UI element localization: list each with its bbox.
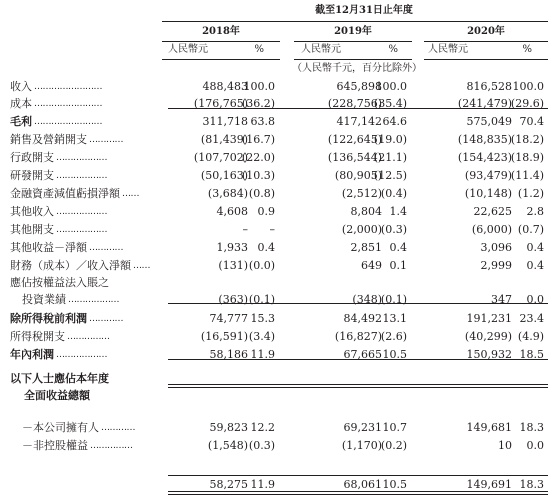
rmb-value: 2,999	[480, 259, 512, 272]
double-rule-after-profit	[168, 384, 548, 388]
rmb-value: (107,702)	[193, 151, 248, 164]
pct-value: (1.2)	[517, 187, 544, 200]
pct-value: 1.4	[389, 205, 407, 218]
pct-value: (12.5)	[373, 169, 407, 182]
rmb-value: 1,933	[216, 241, 248, 254]
rmb-value: 645,898	[336, 80, 382, 93]
year-2019: 2019年	[334, 26, 372, 37]
dot-leader: ………………	[68, 295, 119, 305]
pct-value: (0.7)	[517, 223, 544, 236]
rmb-value: 8,804	[350, 205, 382, 218]
subhead-rule-2019	[294, 59, 412, 60]
rmb-value: 816,528	[466, 80, 512, 93]
pct-value: (3.4)	[248, 330, 275, 343]
rule-before-pretax	[168, 303, 548, 304]
rmb-value: (80,905)	[334, 169, 382, 182]
pct-value: –	[269, 223, 275, 236]
rmb-value: 59,823	[209, 421, 248, 434]
pct-value: 18.3	[519, 421, 544, 434]
rmb-value: 488,483	[202, 80, 248, 93]
rmb-value: 3,096	[480, 241, 512, 254]
row-label: 毛利	[10, 115, 32, 128]
rmb-value: 4,608	[216, 205, 248, 218]
row-label: 其他開支	[10, 223, 54, 236]
rule-before-profit	[168, 359, 548, 360]
pct-value: 15.3	[250, 312, 275, 325]
row-label: 其他收入	[10, 205, 54, 218]
rmb-value: (131)	[218, 259, 248, 272]
rule-before-total	[168, 475, 548, 476]
rmb-value: (348)	[352, 293, 382, 306]
pct-value: (0.8)	[248, 187, 275, 200]
pct-value: (0.2)	[380, 439, 407, 452]
row-label: 投資業績	[22, 293, 66, 306]
dot-leader: ……………	[67, 332, 110, 342]
pct-value: (19.0)	[373, 133, 407, 146]
pct-value: 18.3	[519, 478, 544, 491]
subhead-rule-2018	[162, 59, 280, 60]
year-2018: 2018年	[202, 26, 240, 37]
pct-value: (0.4)	[380, 187, 407, 200]
double-rule-after-total	[168, 491, 548, 495]
dot-leader: ……	[122, 189, 139, 199]
pct-value: 0.4	[389, 241, 407, 254]
rmb-value: (241,479)	[457, 97, 512, 110]
row-label: 其他收益－淨額	[10, 241, 87, 254]
rmb-value: 150,932	[466, 348, 512, 361]
pct-value: 2.8	[526, 205, 544, 218]
rmb-value: 417,142	[336, 115, 382, 128]
dot-leader: …………	[89, 314, 123, 324]
pct-value: 70.4	[519, 115, 544, 128]
rmb-value: (93,479)	[464, 169, 512, 182]
rmb-value: (50,163)	[200, 169, 248, 182]
units-note: （人民幣千元，百分比除外）	[292, 63, 422, 74]
row-label: 成本	[10, 97, 32, 110]
dot-leader: …………	[89, 243, 123, 253]
row-label: 除所得稅前利潤	[10, 312, 87, 325]
pct-value: 0.4	[526, 241, 544, 254]
rmb-value: (148,835)	[457, 133, 512, 146]
dot-leader: ………………	[56, 171, 107, 181]
rmb-value: 84,492	[343, 312, 382, 325]
rule-after-cost	[168, 108, 548, 109]
pct-value: (10.3)	[241, 169, 275, 182]
dot-leader: ……………………	[34, 82, 102, 92]
rmb-value: (2,512)	[341, 187, 382, 200]
rmb-value: 67,665	[343, 348, 382, 361]
rmb-value: 347	[491, 293, 512, 306]
pct-value: 100.0	[512, 80, 544, 93]
header-rule	[162, 21, 548, 22]
rmb-value: 74,777	[209, 312, 248, 325]
pct-value: (22.0)	[241, 151, 275, 164]
rmb-value: 22,625	[473, 205, 512, 218]
col-pct-2019: %	[388, 44, 398, 55]
rmb-value: 149,691	[466, 478, 512, 491]
rmb-value: 69,231	[343, 421, 382, 434]
rmb-value: (122,645)	[327, 133, 382, 146]
col-rmb-2020: 人民幣元	[428, 44, 468, 55]
rmb-value: 2,851	[350, 241, 382, 254]
rmb-value: 311,718	[202, 115, 248, 128]
col-pct-2020: %	[522, 44, 532, 55]
dot-leader: ……………………	[34, 117, 102, 127]
pct-value: 23.4	[519, 312, 544, 325]
row-label: 應佔按權益法入賬之	[10, 276, 109, 289]
row-label: －本公司擁有人	[22, 421, 99, 434]
row-label: 行政開支	[10, 151, 54, 164]
rmb-value: 68,061	[343, 478, 382, 491]
pct-value: (0.1)	[380, 293, 407, 306]
pct-value: 0.4	[257, 241, 275, 254]
pct-value: (0.1)	[248, 293, 275, 306]
year-rule-2019	[294, 41, 412, 42]
rmb-value: –	[242, 223, 248, 236]
year-rule-2020	[424, 41, 548, 42]
row-label: 所得稅開支	[10, 330, 65, 343]
row-label: 研發開支	[10, 169, 54, 182]
rmb-value: (1,548)	[207, 439, 248, 452]
row-label: 年內利潤	[10, 348, 54, 361]
pct-value: (0.3)	[380, 223, 407, 236]
dot-leader: ……………………	[34, 99, 102, 109]
rmb-value: (40,299)	[464, 330, 512, 343]
pct-value: 0.0	[526, 293, 544, 306]
rmb-value: 649	[361, 259, 382, 272]
year-2020: 2020年	[467, 26, 505, 37]
pct-value: (36.2)	[241, 97, 275, 110]
pct-value: 0.4	[526, 259, 544, 272]
rmb-value: (2,000)	[341, 223, 382, 236]
rmb-value: (154,423)	[457, 151, 512, 164]
pct-value: 18.5	[519, 348, 544, 361]
rmb-value: 575,049	[466, 115, 512, 128]
col-rmb-2019: 人民幣元	[301, 44, 341, 55]
col-rmb-2018: 人民幣元	[168, 44, 208, 55]
rmb-value: 10	[498, 439, 512, 452]
pct-value: 13.1	[382, 312, 407, 325]
dot-leader: ……	[133, 261, 150, 271]
pct-value: 11.9	[250, 478, 275, 491]
pct-value: (35.4)	[373, 97, 407, 110]
pct-value: (4.9)	[517, 330, 544, 343]
pct-value: 0.0	[526, 439, 544, 452]
pct-value: 64.6	[382, 115, 407, 128]
period-header: 截至12月31日止年度	[315, 5, 413, 16]
row-label: 金融資產減值虧損淨額	[10, 187, 120, 200]
row-label: 收入	[10, 80, 32, 93]
pct-value: (18.9)	[510, 151, 544, 164]
pct-value: (21.1)	[373, 151, 407, 164]
pct-value: 12.2	[250, 421, 275, 434]
subhead-rule-2020	[424, 59, 548, 60]
rmb-value: (3,684)	[207, 187, 248, 200]
rmb-value: (6,000)	[471, 223, 512, 236]
dot-leader: ………………	[56, 207, 107, 217]
pct-value: 100.0	[243, 80, 275, 93]
rmb-value: (228,756)	[327, 97, 382, 110]
dot-leader: ………………	[56, 350, 107, 360]
dot-leader: …………	[89, 135, 123, 145]
pct-value: 10.5	[382, 478, 407, 491]
pct-value: (0.3)	[248, 439, 275, 452]
pct-value: 10.5	[382, 348, 407, 361]
rmb-value: 58,275	[209, 478, 248, 491]
rmb-value: 58,186	[209, 348, 248, 361]
pct-value: 100.0	[375, 80, 407, 93]
rmb-value: 191,231	[466, 312, 512, 325]
pct-value: (0.0)	[248, 259, 275, 272]
rmb-value: (16,827)	[334, 330, 382, 343]
rmb-value: 149,681	[466, 421, 512, 434]
pct-value: 63.8	[250, 115, 275, 128]
row-label: 財務（成本）／收入淨額	[10, 259, 131, 272]
row-label: 銷售及營銷開支	[10, 133, 87, 146]
row-label: －非控股權益	[22, 439, 88, 452]
rmb-value: (363)	[218, 293, 248, 306]
dot-leader: ………………	[56, 153, 107, 163]
dot-leader: …………	[101, 423, 135, 433]
rmb-value: (136,544)	[327, 151, 382, 164]
year-rule-2018	[162, 41, 280, 42]
pct-value: (29.6)	[510, 97, 544, 110]
pct-value: (11.4)	[510, 169, 544, 182]
row-label: 全面收益總額	[24, 389, 90, 402]
pct-value: 10.7	[382, 421, 407, 434]
rmb-value: (176,765)	[193, 97, 248, 110]
row-label: 以下人士應佔本年度	[10, 372, 109, 385]
rmb-value: (1,170)	[341, 439, 382, 452]
col-pct-2018: %	[254, 44, 264, 55]
rmb-value: (16,591)	[200, 330, 248, 343]
pct-value: (18.2)	[510, 133, 544, 146]
pct-value: (16.7)	[241, 133, 275, 146]
pct-value: (2.6)	[380, 330, 407, 343]
rmb-value: (81,439)	[200, 133, 248, 146]
rmb-value: (10,148)	[464, 187, 512, 200]
dot-leader: ………………	[56, 225, 107, 235]
pct-value: 0.9	[257, 205, 275, 218]
pct-value: 0.1	[389, 259, 407, 272]
pct-value: 11.9	[250, 348, 275, 361]
dot-leader: ……………	[90, 441, 133, 451]
